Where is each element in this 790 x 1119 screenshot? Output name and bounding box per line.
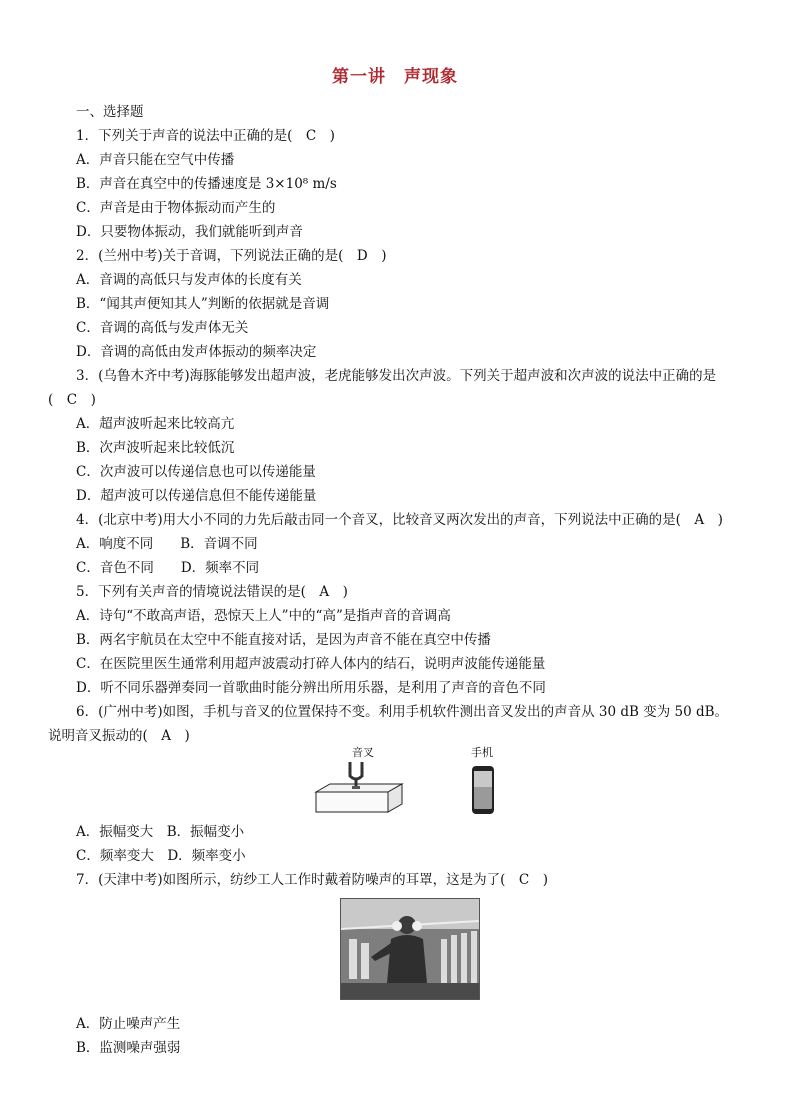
q6-stem-cont: 说明音叉振动的( A ) xyxy=(48,728,190,744)
q3-stem-cont: ( C ) xyxy=(48,392,96,408)
q5-option-d: D．听不同乐器弹奏同一首歌曲时能分辨出所用乐器，是利用了声音的音色不同 xyxy=(76,680,546,696)
q5-option-a: A．诗句“不敢高声语，恐惊天上人”中的“高”是指声音的音调高 xyxy=(76,608,451,624)
q1-stem: 1．下列关于声音的说法中正确的是( C ) xyxy=(76,128,335,144)
phone-label: 手机 xyxy=(471,746,493,759)
q3-stem: 3．(乌鲁木齐中考)海豚能够发出超声波，老虎能够发出次声波。下列关于超声波和次声波的说法中正确的是 xyxy=(76,368,717,384)
q5-option-c: C．在医院里医生通常利用超声波震动打碎人体内的结石，说明声波能传递能量 xyxy=(76,656,546,672)
q3-option-c: C．次声波可以传递信息也可以传递能量 xyxy=(76,464,316,480)
textile-worker-photo xyxy=(340,898,480,1000)
q2-option-a: A．音调的高低只与发声体的长度有关 xyxy=(76,272,302,288)
q4-options-cd: C．音色不同 D．频率不同 xyxy=(76,560,260,576)
q3-option-a: A．超声波听起来比较高亢 xyxy=(76,416,235,432)
q2-option-d: D．音调的高低由发声体振动的频率决定 xyxy=(76,344,317,360)
q5-stem: 5．下列有关声音的情境说法错误的是( A ) xyxy=(76,584,348,600)
phone-icon xyxy=(472,766,494,814)
q5-option-b: B．两名宇航员在太空中不能直接对话，是因为声音不能在真空中传播 xyxy=(76,632,491,648)
q7-option-b: B．监测噪声强弱 xyxy=(76,1040,181,1056)
fork-label: 音叉 xyxy=(352,746,374,759)
section-heading: 一、选择题 xyxy=(76,104,144,120)
tuning-fork-phone-figure xyxy=(306,744,506,816)
q3-option-b: B．次声波听起来比较低沉 xyxy=(76,440,235,456)
q1-option-d: D．只要物体振动，我们就能听到声音 xyxy=(76,224,303,240)
q4-options-ab: A．响度不同 B．音调不同 xyxy=(76,536,258,552)
q2-option-b: B．“闻其声便知其人”判断的依据就是音调 xyxy=(76,296,330,312)
q1-option-b: B．声音在真空中的传播速度是 3×10⁸ m/s xyxy=(76,176,337,192)
q7-stem: 7．(天津中考)如图所示，纺纱工人工作时戴着防噪声的耳罩，这是为了( C ) xyxy=(76,872,548,888)
q2-option-c: C．音调的高低与发声体无关 xyxy=(76,320,249,336)
q6-options-cd: C．频率变大 D．频率变小 xyxy=(76,848,246,864)
q7-option-a: A．防止噪声产生 xyxy=(76,1016,181,1032)
q1-option-c: C．声音是由于物体振动而产生的 xyxy=(76,200,276,216)
q2-stem: 2．(兰州中考)关于音调，下列说法正确的是( D ) xyxy=(76,248,387,264)
q3-option-d: D．超声波可以传递信息但不能传递能量 xyxy=(76,488,317,504)
q4-stem: 4．(北京中考)用大小不同的力先后敲击同一个音叉，比较音叉两次发出的声音，下列说法中正确的是( A ) xyxy=(76,512,723,528)
q6-options-ab: A．振幅变大 B．振幅变小 xyxy=(76,824,245,840)
q6-stem: 6．(广州中考)如图，手机与音叉的位置保持不变。利用手机软件测出音叉发出的声音从 30 dB 变为 50 dB。 xyxy=(76,704,729,720)
q1-option-a: A．声音只能在空气中传播 xyxy=(76,152,235,168)
page-title: 第一讲 声现象 xyxy=(332,67,458,87)
